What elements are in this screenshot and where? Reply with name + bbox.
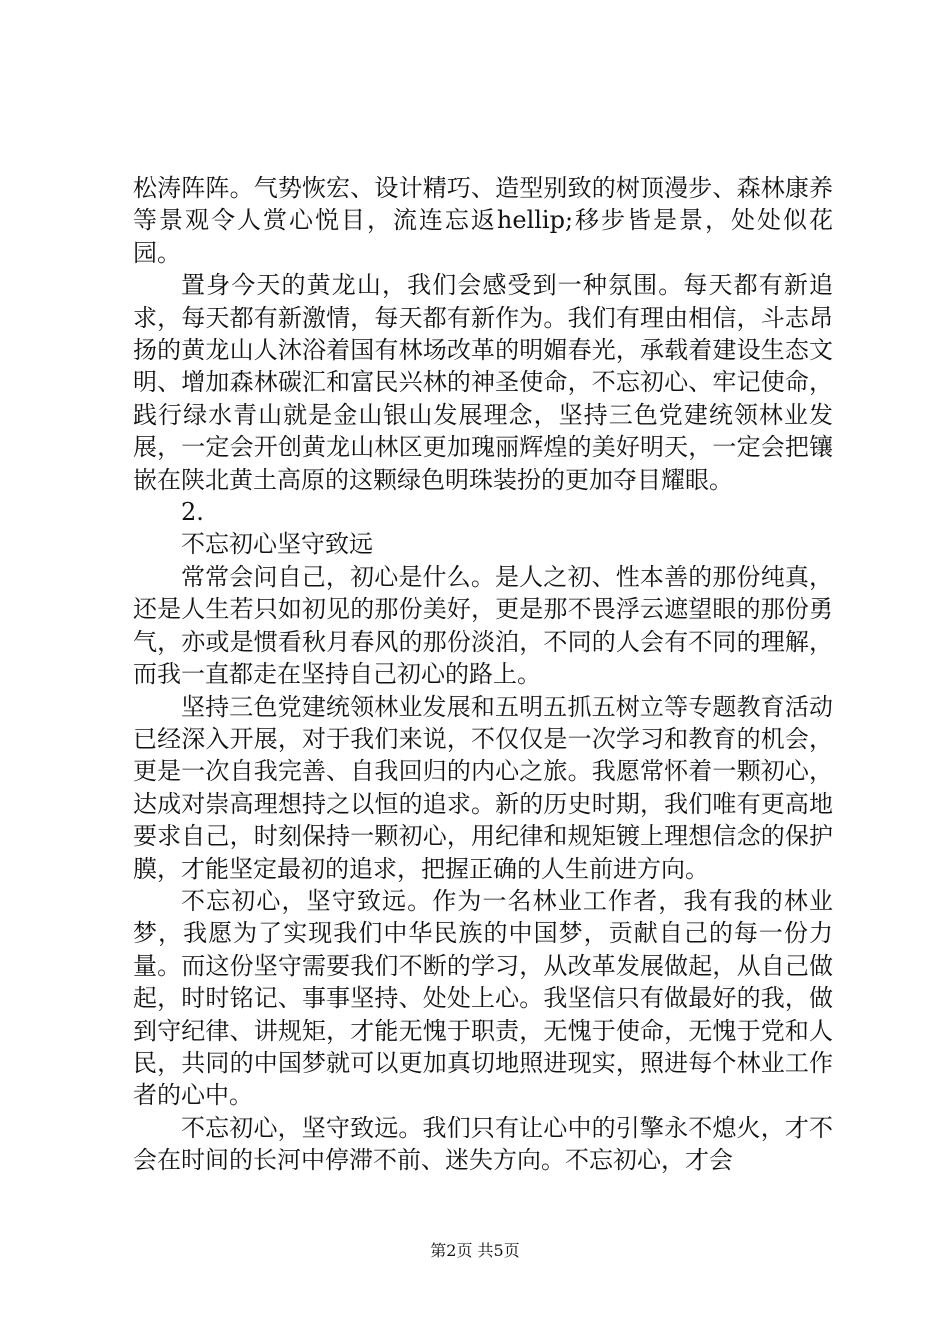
section-title: 不忘初心坚守致远 xyxy=(181,530,373,559)
paragraph: 不忘初心，坚守致远。我们只有让心中的引擎永不熄火，才不会在时间的长河中停滞不前、迷失方向。不忘初心，才会 xyxy=(133,1113,833,1175)
document-body xyxy=(133,172,833,1177)
paragraph: 坚持三色党建统领林业发展和五明五抓五树立等专题教育活动已经深入开展，对于我们来说，不仅仅是一次学习和教育的机会，更是一次自我完善、自我回归的内心之旅。我愿常怀着一颗初心，达成对崇高理想持之以恒的追求。新的历史时期，我们唯有更高地要求自己，时刻保持一颗初心，用纪律和规矩镀上理想信念的保护膜，才能坚定最初的追求，把握正确的人生前进方向。 xyxy=(133,692,833,883)
paragraph: 不忘初心，坚守致远。作为一名林业工作者，我有我的林业梦，我愿为了实现我们中华民族的中国梦，贡献自己的每一份力量。而这份坚守需要我们不断的学习，从改革发展做起，从自己做起，时时铭记、事事坚持、处处上心。我坚信只有做最好的我，做到守纪律、讲规矩，才能无愧于职责，无愧于使命，无愧于党和人民，共同的中国梦就可以更加真切地照进现实，照进每个林业工作者的心中。 xyxy=(133,886,833,1110)
paragraph: 常常会问自己，初心是什么。是人之初、性本善的那份纯真，还是人生若只如初见的那份美好，更是那不畏浮云遮望眼的那份勇气，亦或是惯看秋月春风的那份淡泊，不同的人会有不同的理解，而我一直都走在坚持自己初心的路上。 xyxy=(133,562,833,689)
paragraph: 置身今天的黄龙山，我们会感受到一种氛围。每天都有新追求，每天都有新激情，每天都有新作为。我们有理由相信，斗志昂扬的黄龙山人沐浴着国有林场改革的明媚春光，承载着建设生态文明、增加森林碳汇和富民兴林的神圣使命，不忘初心、牢记使命，践行绿水青山就是金山银山发展理念，坚持三色党建统领林业发展，一定会开创黄龙山林区更加瑰丽辉煌的美好明天，一定会把镶嵌在陕北黄土高原的这颗绿色明珠装扮的更加夺目耀眼。 xyxy=(133,271,833,494)
section-number: 2. xyxy=(181,498,204,527)
paragraph-continuation: 松涛阵阵。气势恢宏、设计精巧、造型别致的树顶漫步、森林康养等景观令人赏心悦目，流连忘返hellip;移步皆是景，处处似花园。 xyxy=(133,174,833,267)
page-number-footer: 第2页 共5页 xyxy=(430,1241,520,1260)
